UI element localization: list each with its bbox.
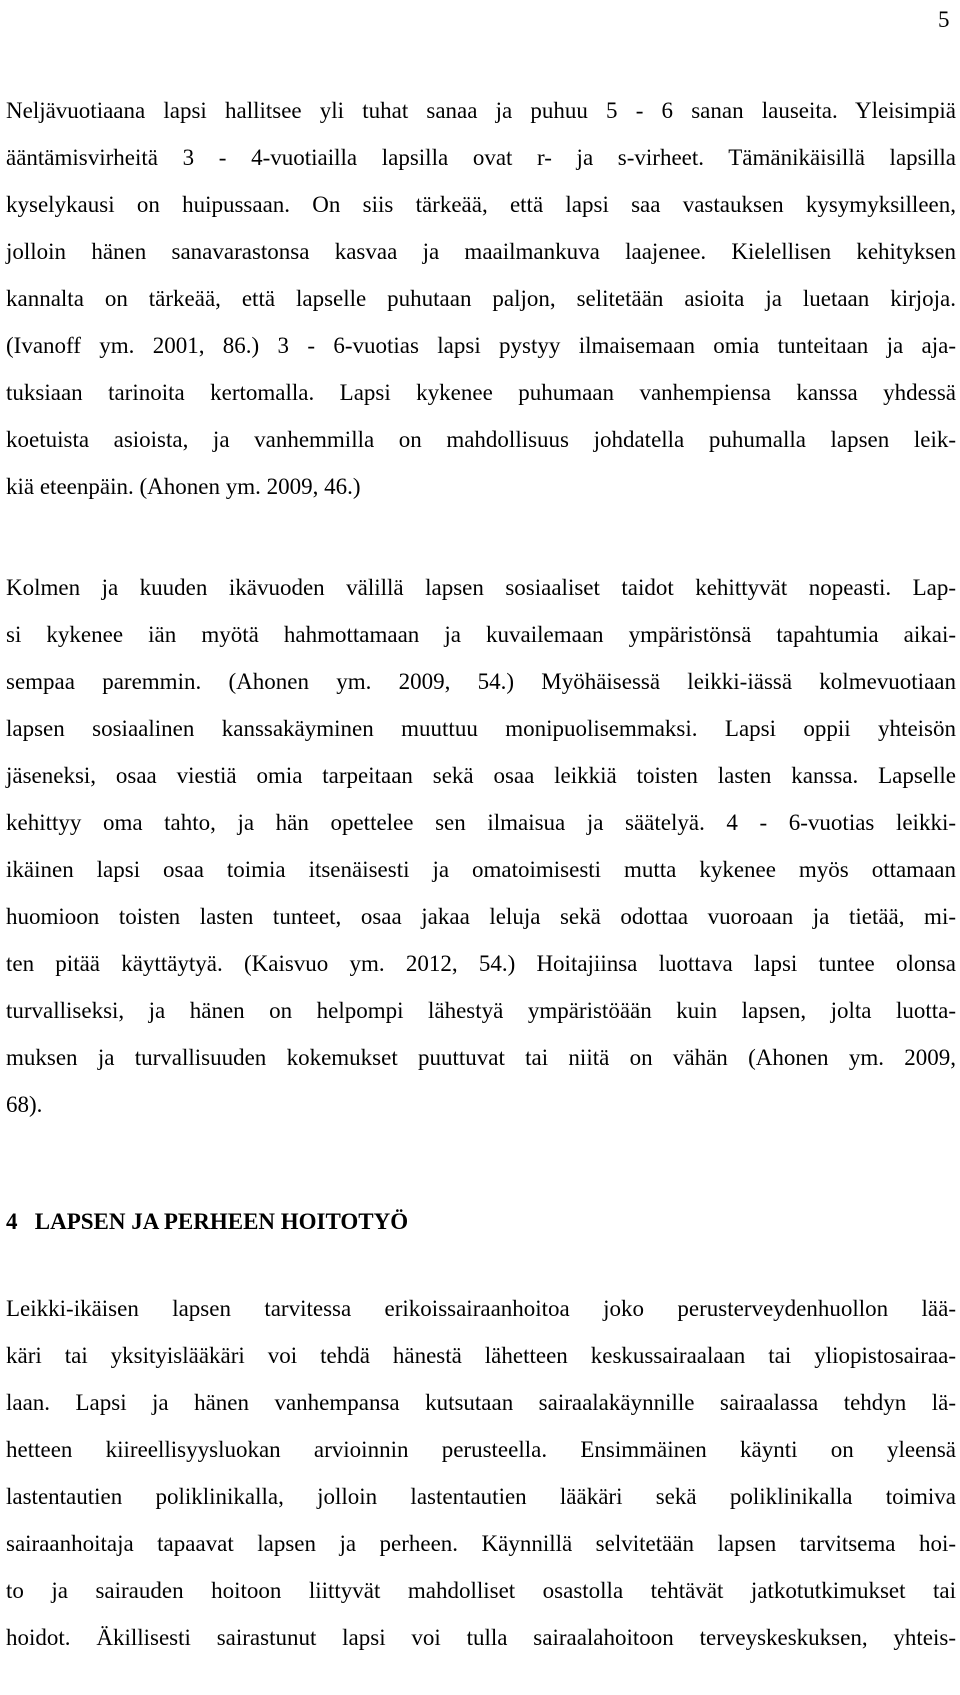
text-line: ikäinen lapsi osaa toimia itsenäisesti ja omatoimisesti mutta kykenee myös ottamaan xyxy=(6,857,956,882)
section-spacer xyxy=(6,1128,956,1198)
section-heading xyxy=(6,1198,956,1245)
text-line: kannalta on tärkeää, että lapselle puhutaan paljon, selitetään asioita ja luetaan kirjoja. xyxy=(6,286,956,311)
text-line: hetteen kiireellisyysluokan arvioinnin perusteella. Ensimmäinen käynti on yleensä xyxy=(6,1437,956,1462)
text-line: kehittyy oma tahto, ja hän opettelee sen ilmaisua ja säätelyä. 4 - 6-vuotias leikki- xyxy=(6,810,956,835)
text-line: Kolmen ja kuuden ikävuoden välillä lapsen sosiaaliset taidot kehittyvät nopeasti. Lap- xyxy=(6,575,956,600)
heading-spacer xyxy=(6,1245,956,1285)
text-line: si kykenee iän myötä hahmottamaan ja kuvailemaan ympäristönsä tapahtumia aikai- xyxy=(6,622,956,647)
text-line: käri tai yksityislääkäri voi tehdä hänestä lähetteen keskussairaalaan tai yliopistosairaa- xyxy=(6,1343,956,1368)
text-line: to ja sairauden hoitoon liittyvät mahdolliset osastolla tehtävät jatkotutkimukset tai xyxy=(6,1578,956,1603)
text-line: (Ivanoff ym. 2001, 86.) 3 - 6-vuotias lapsi pystyy ilmaisemaan omia tunteitaan ja aja- xyxy=(6,333,956,358)
text-line: ääntämisvirheitä 3 - 4-vuotiailla lapsilla ovat r- ja s-virheet. Tämänikäisillä lapsilla xyxy=(6,145,956,170)
paragraph-spacer xyxy=(6,510,956,564)
paragraph-specialized-care xyxy=(6,1285,956,1661)
paragraph-social-development xyxy=(6,564,956,1128)
text-line: sairaanhoitaja tapaavat lapsen ja perheen. Käynnillä selvitetään lapsen tarvitsema hoi- xyxy=(6,1531,956,1556)
section-heading-text: 4 LAPSEN JA PERHEEN HOITOTYÖ xyxy=(6,1209,409,1234)
text-line: sempaa paremmin. (Ahonen ym. 2009, 54.) Myöhäisessä leikki-iässä kolmevuotiaan xyxy=(6,669,956,694)
text-line: jäseneksi, osaa viestiä omia tarpeitaan sekä osaa leikkiä toisten lasten kanssa. Lapselle xyxy=(6,763,956,788)
text-line: Neljävuotiaana lapsi hallitsee yli tuhat sanaa ja puhuu 5 - 6 sanan lauseita. Yleisimpiä xyxy=(6,98,956,123)
text-line: kyselykausi on huipussaan. On siis tärkeää, että lapsi saa vastauksen kysymyksilleen, xyxy=(6,192,956,217)
text-line: huomioon toisten lasten tunteet, osaa jakaa leluja sekä odottaa vuoroaan ja tietää, mi- xyxy=(6,904,956,929)
text-line: 68). xyxy=(6,1092,43,1117)
text-line: hoidot. Äkillisesti sairastunut lapsi voi tulla sairaalahoitoon terveyskeskuksen, yhteis- xyxy=(6,1625,956,1650)
text-line: kiä eteenpäin. (Ahonen ym. 2009, 46.) xyxy=(6,474,361,499)
text-line: ten pitää käyttäytyä. (Kaisvuo ym. 2012, 54.) Hoitajiinsa luottava lapsi tuntee olonsa xyxy=(6,951,956,976)
text-line: muksen ja turvallisuuden kokemukset puuttuvat tai niitä on vähän (Ahonen ym. 2009, xyxy=(6,1045,956,1070)
text-line: tuksiaan tarinoita kertomalla. Lapsi kykenee puhumaan vanhempiensa kanssa yhdessä xyxy=(6,380,956,405)
text-line: Leikki-ikäisen lapsen tarvitessa erikoissairaanhoitoa joko perusterveydenhuollon lää- xyxy=(6,1296,956,1321)
document-body xyxy=(6,87,956,1661)
paragraph-language-development xyxy=(6,87,956,510)
text-line: koetuista asioista, ja vanhemmilla on mahdollisuus johdatella puhumalla lapsen leik- xyxy=(6,427,956,452)
text-line: lapsen sosiaalinen kanssakäyminen muuttuu monipuolisemmaksi. Lapsi oppii yhteisön xyxy=(6,716,956,741)
text-line: laan. Lapsi ja hänen vanhempansa kutsutaan sairaalakäynnille sairaalassa tehdyn lä- xyxy=(6,1390,956,1415)
page-number: 5 xyxy=(938,7,950,32)
text-line: turvalliseksi, ja hänen on helpompi lähestyä ympäristöään kuin lapsen, jolta luotta- xyxy=(6,998,956,1023)
text-line: lastentautien poliklinikalla, jolloin lastentautien lääkäri sekä poliklinikalla toimiva xyxy=(6,1484,956,1509)
text-line: jolloin hänen sanavarastonsa kasvaa ja maailmankuva laajenee. Kielellisen kehityksen xyxy=(6,239,956,264)
